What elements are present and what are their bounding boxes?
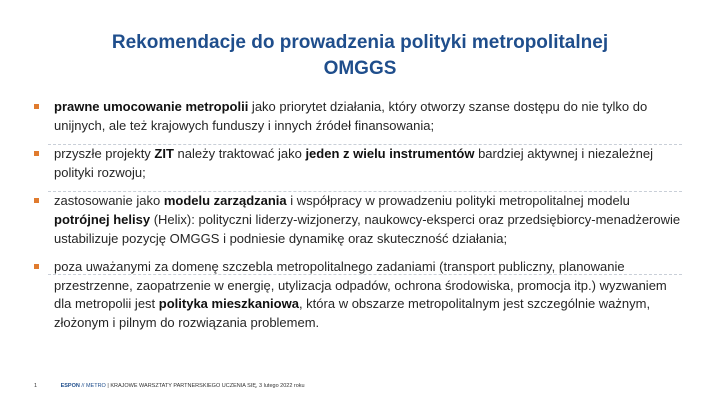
recommendation-item (34, 192, 684, 248)
bold-phrase: ZIT (154, 146, 174, 162)
bullet-square-icon (34, 264, 39, 269)
bullet-square-icon (34, 104, 39, 109)
bold-phrase: prawne umocowanie metropolii (54, 99, 249, 114)
recommendation-item (34, 145, 684, 182)
text-run: bardziej aktywnej i niezależnej polityki rozwoju; (54, 146, 653, 180)
text-run: , która w obszarze metropolitalnym jest szczególnie ważnym, złożonym i pilnym do rozwiązania problemem. (54, 296, 651, 330)
bullet-square-icon (34, 198, 39, 203)
bullet-square-icon (34, 151, 39, 156)
slide-footer (34, 383, 305, 389)
slide-title (60, 30, 660, 82)
page-number: 1 (34, 383, 38, 389)
recommendation-item (34, 98, 684, 135)
text-run: jako priorytet działania, który otworzy szanse dostępu do nie tylko do unijnych, ale też krajowych funduszy i innych źródeł finansowania; (54, 99, 648, 133)
text-run: poza uważanymi za domenę szczebla metropolitalnego zadaniami (transport publiczny, planowanie przestrzenne, zaopatrzenie w energię, utylizacja odpadów, ochrona środowiska, promocja itp.) wyzwaniem dla metropolii jest (54, 259, 667, 312)
text-run: przyszłe projekty (54, 146, 155, 162)
text-run: i współpracy w prowadzeniu polityki metropolitalnej modelu (286, 193, 630, 209)
bold-phrase: jeden z wielu instrumentów (305, 146, 475, 162)
recommendations-list (34, 98, 684, 333)
text-run: należy traktować jako (173, 146, 306, 162)
slide-title-line-2: OMGGS (323, 58, 397, 79)
bold-phrase: polityka mieszkaniowa (158, 296, 299, 312)
metro-label: // METRO (81, 383, 106, 389)
footer-text: | KRAJOWE WARSZTATY PARTNERSKIEGO UCZENIA SIĘ, 3 lutego 2022 roku (107, 383, 305, 389)
recommendation-item (34, 258, 684, 332)
text-run: zastosowanie jako (54, 193, 164, 209)
bold-phrase: modelu zarządzania (163, 193, 287, 209)
slide-title-line-1: Rekomendacje do prowadzenia polityki metropolitalnej (111, 32, 609, 53)
bold-phrase: potrójnej helisy (54, 211, 151, 227)
espon-label: ESPON (60, 383, 80, 389)
text-run: (Helix): polityczni liderzy-wizjonerzy, naukowcy-eksperci oraz przedsiębiorcy-menadżerowie ustabilizuje pozycję OMGGS i podniesie dynamikę oraz skuteczność działania; (54, 211, 681, 246)
